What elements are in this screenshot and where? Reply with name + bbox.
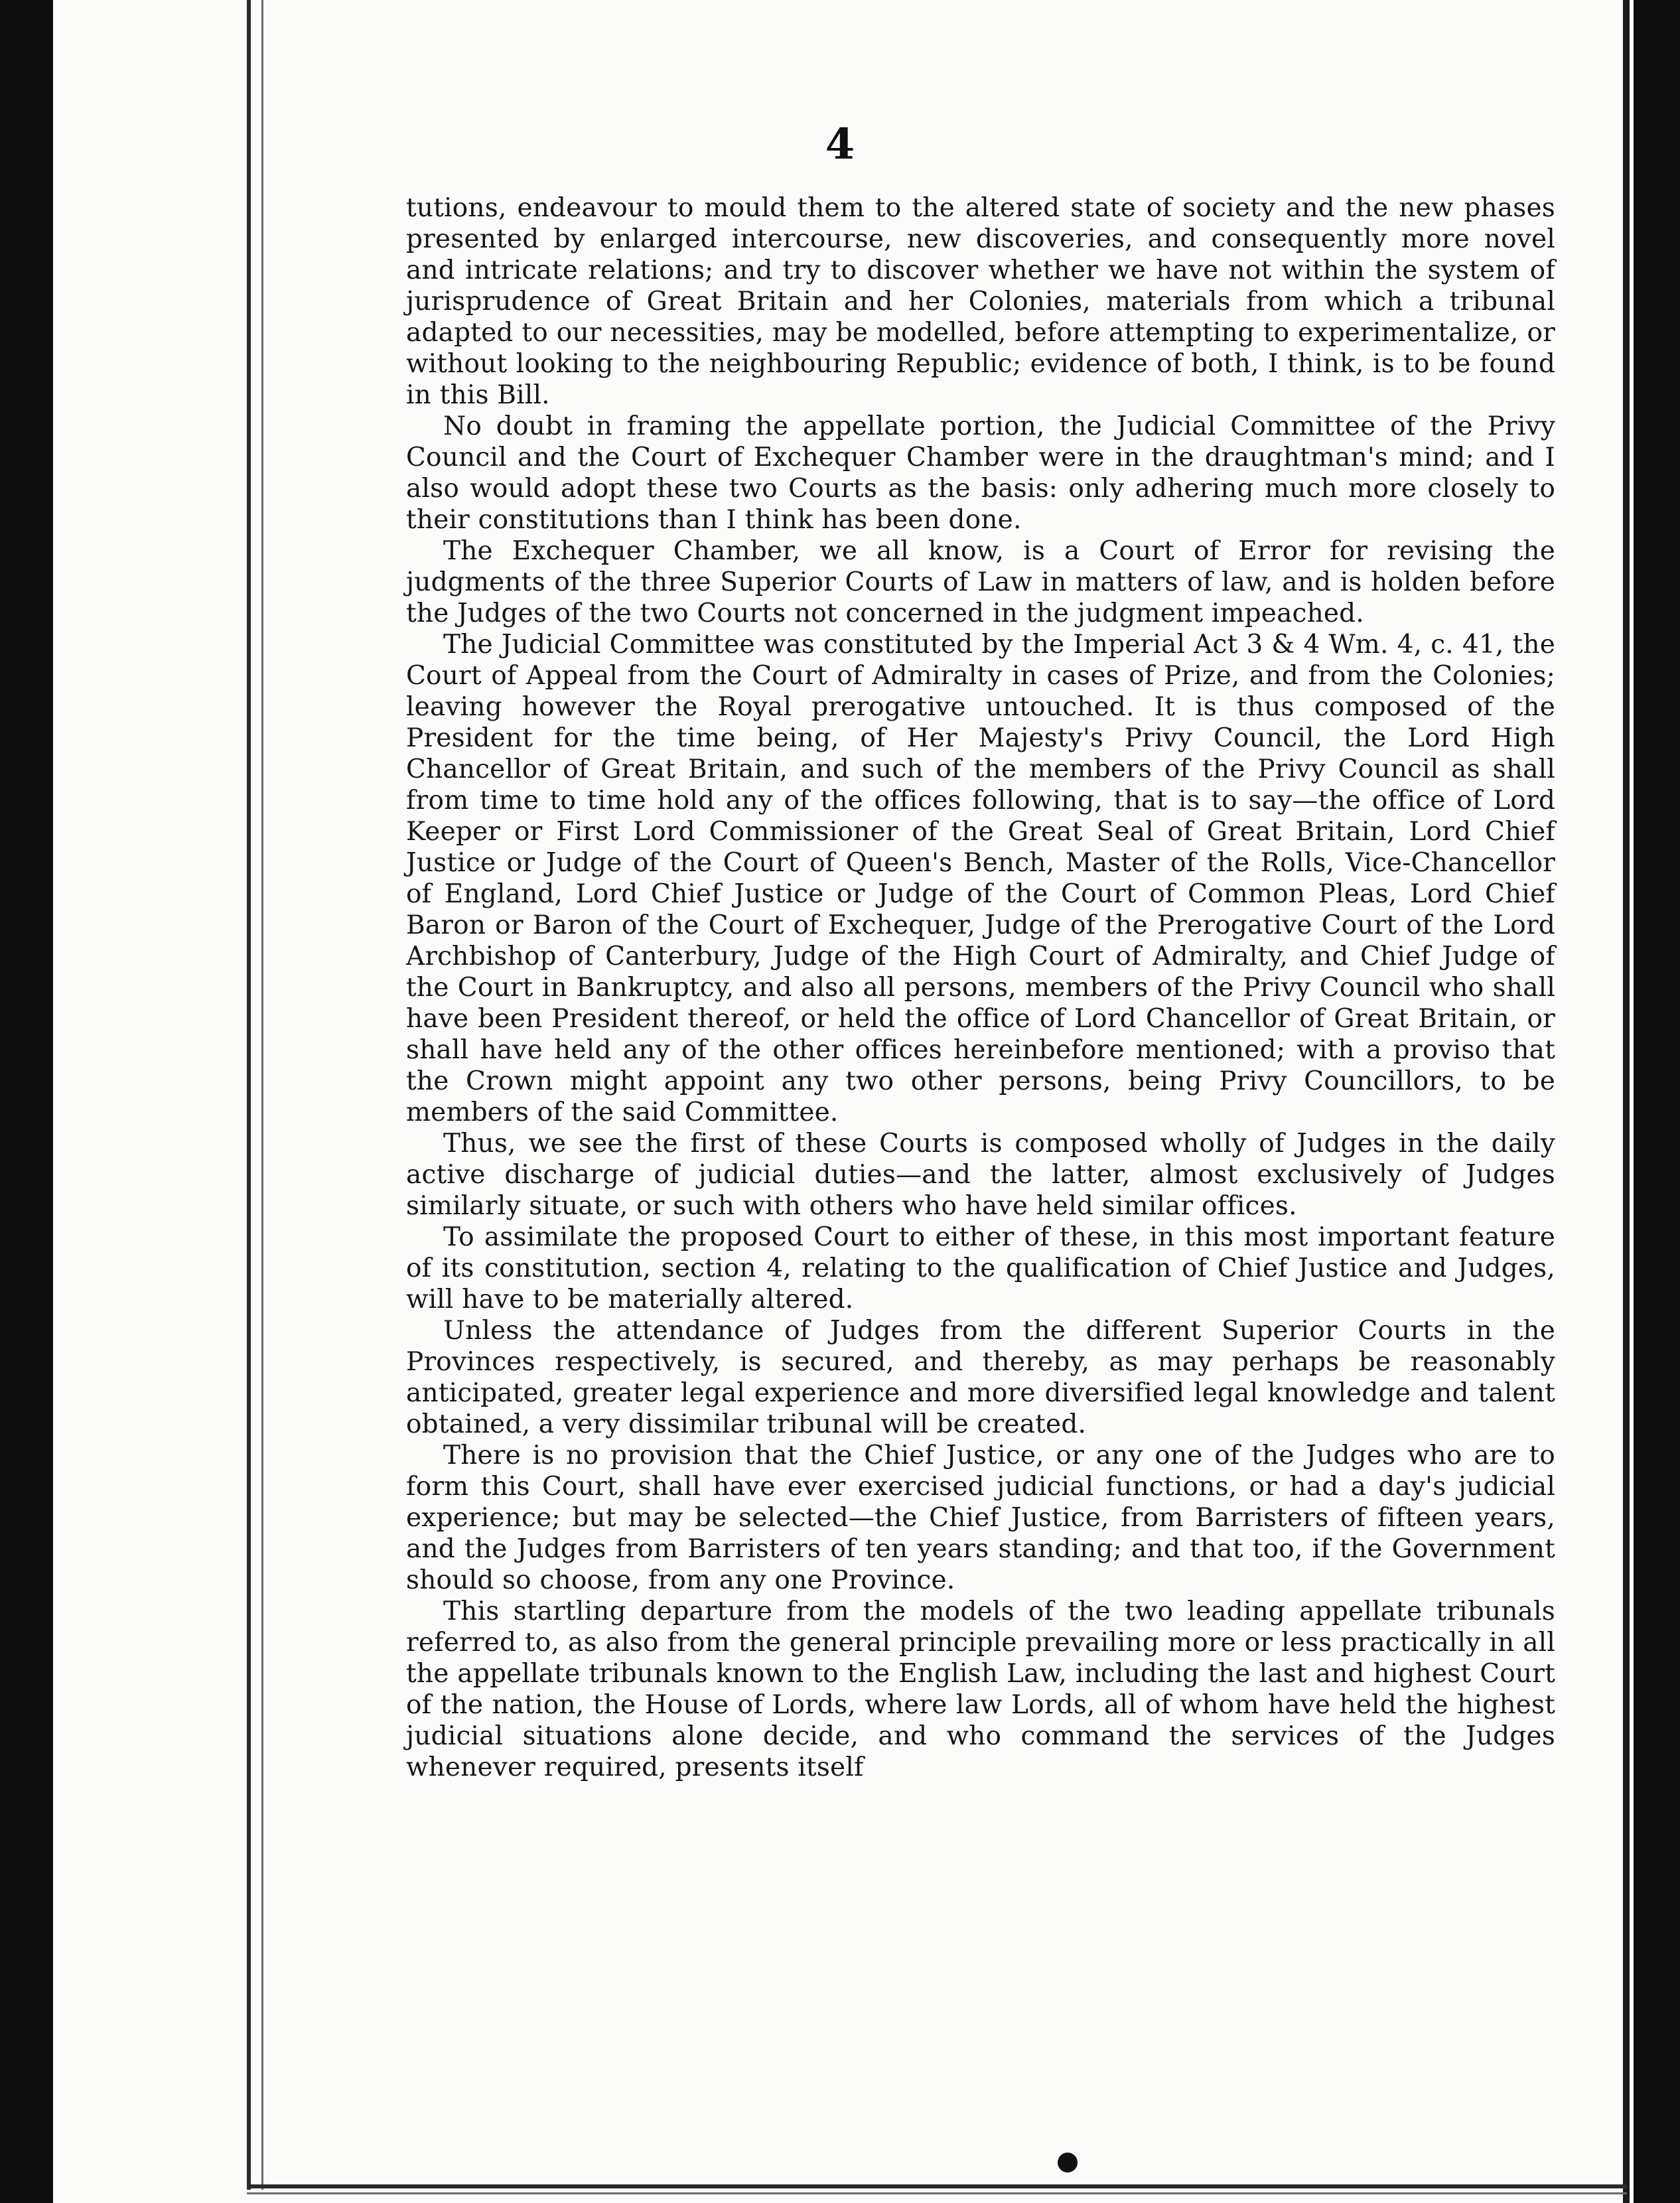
paragraph: There is no provision that the Chief Justice, or any one of the Judges who are to form this Court, shall have ever exercised judicial functions, or had a day's judicial experience; but may be selected—the Chief Justice, from Barristers of fifteen years, and the Judges from Barristers of ten years standing; and that too, if the Government should so choose, from any one Province.	[406, 1441, 1555, 1595]
paragraph: tutions, endeavour to mould them to the altered state of society and the new phases presented by enlarged intercourse, new discoveries, and consequently more novel and intricate relations; and try to discover whether we have not within the system of jurisprudence of Great Britain and her Colonies, materials from which a tribunal adapted to our necessities, may be modelled, before attempting to experimentalize, or without looking to the neighbouring Republic; evidence of both, I think, is to be found in this Bill.	[406, 193, 1555, 410]
scan-edge-right	[1634, 0, 1680, 2203]
page-number: 4	[825, 119, 855, 169]
paragraph: Unless the attendance of Judges from the different Superior Courts in the Provinces respectively, is secured, and thereby, as may perhaps be reasonably anticipated, greater legal experience and more diversified legal knowledge and talent obtained, a very dissimilar tribunal will be created.	[406, 1316, 1555, 1439]
paragraph: To assimilate the proposed Court to either of these, in this most important feature of its constitution, section 4, relating to the qualification of Chief Justice and Judges, will have to be materially altered.	[406, 1222, 1555, 1315]
binding-rule-left-inner	[261, 0, 263, 2190]
paragraph: The Judicial Committee was constituted by the Imperial Act 3 & 4 Wm. 4, c. 41, the Court of Appeal from the Court of Admiralty in cases of Prize, and from the Colonies; leaving however the Royal prerogative untouched. It is thus composed of the President for the time being, of Her Majesty's Privy Council, the Lord High Chancellor of Great Britain, and such of the members of the Privy Council as shall from time to time hold any of the offices following, that is to say—the office of Lord Keeper or First Lord Commissioner of the Great Seal of Great Britain, Lord Chief Justice or Judge of the Court of Queen's Bench, Master of the Rolls, Vice-Chancellor of England, Lord Chief Justice or Judge of the Court of Common Pleas, Lord Chief Baron or Baron of the Court of Exchequer, Judge of the Prerogative Court of the Lord Archbishop of Canterbury, Judge of the High Court of Admiralty, and Chief Judge of the Court in Bankruptcy, and also all persons, members of the Privy Council who shall have been President thereof, or held the office of Lord Chancellor of Great Britain, or shall have held any of the other offices hereinbefore mentioned; with a proviso that the Crown might appoint any two other persons, being Privy Councillors, to be members of the said Committee.	[406, 630, 1555, 1127]
body-text	[406, 192, 1555, 1783]
ink-dot-mark	[1058, 2153, 1078, 2172]
paragraph: Thus, we see the first of these Courts is composed wholly of Judges in the daily active discharge of judicial duties—and the latter, almost exclusively of Judges similarly situate, or such with others who have held similar offices.	[406, 1129, 1555, 1221]
page-rule-bottom-inner	[247, 2192, 1627, 2194]
paragraph: This startling departure from the models of the two leading appellate tribunals referred to, as also from the general principle prevailing more or less practically in all the appellate tribunals known to the English Law, including the last and highest Court of the nation, the House of Lords, where law Lords, all of whom have held the highest judicial situations alone decide, and who command the services of the Judges whenever required, presents itself	[406, 1597, 1555, 1782]
paragraph: The Exchequer Chamber, we all know, is a Court of Error for revising the judgments of the three Superior Courts of Law in matters of law, and is holden before the Judges of the two Courts not concerned in the judgment impeached.	[406, 536, 1555, 628]
paragraph: No doubt in framing the appellate portion, the Judicial Committee of the Privy Council and the Court of Exchequer Chamber were in the draughtman's mind; and I also would adopt these two Courts as the basis: only adhering much more closely to their constitutions than I think has been done.	[406, 411, 1555, 535]
page-rule-bottom	[247, 2184, 1627, 2188]
binding-rule-left	[247, 0, 251, 2190]
page-rule-right	[1623, 0, 1630, 2203]
scan-edge-left	[0, 0, 53, 2203]
